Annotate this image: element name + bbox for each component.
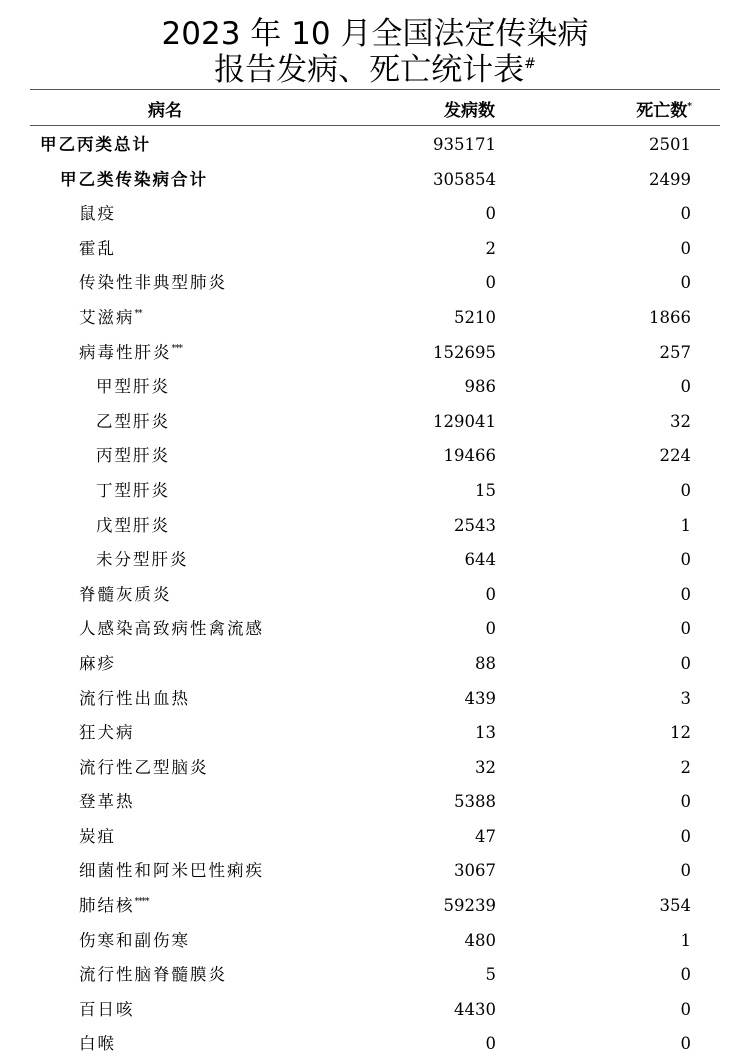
title-line-1: 2023 年 10 月全国法定传染病 xyxy=(161,16,589,52)
disease-name xyxy=(96,516,170,539)
table-row xyxy=(0,888,750,923)
cases-count: 59239 xyxy=(443,896,496,916)
disease-name-text: 病毒性肝炎 xyxy=(79,342,172,362)
disease-name-text: 狂犬病 xyxy=(79,723,135,743)
disease-name xyxy=(96,550,189,573)
deaths-count: 0 xyxy=(680,1034,691,1054)
disease-name-text: 鼠疫 xyxy=(79,204,116,224)
table-row xyxy=(0,853,750,888)
disease-name-text: 人感染高致病性禽流感 xyxy=(79,619,264,639)
disease-name-text: 霍乱 xyxy=(79,238,116,258)
disease-name xyxy=(79,965,227,988)
deaths-count: 1866 xyxy=(649,307,691,327)
cases-count: 19466 xyxy=(443,446,496,466)
table-row xyxy=(0,611,750,646)
cases-count: 0 xyxy=(485,204,496,224)
disease-name xyxy=(79,343,182,366)
table-row xyxy=(0,992,750,1027)
cases-count: 5 xyxy=(485,965,496,985)
deaths-count: 354 xyxy=(659,896,691,916)
header-deaths xyxy=(590,96,691,121)
disease-name-text: 甲型肝炎 xyxy=(96,377,170,397)
table-row xyxy=(0,681,750,716)
deaths-count: 0 xyxy=(680,238,691,258)
page-title xyxy=(0,16,750,52)
header-deaths-mark: * xyxy=(687,102,691,112)
table-row xyxy=(0,300,750,335)
cases-count: 47 xyxy=(475,826,496,846)
header-deaths-label: 死亡数 xyxy=(636,101,688,121)
disease-name-text: 流行性出血热 xyxy=(79,688,190,708)
cases-count: 0 xyxy=(485,619,496,639)
table-row xyxy=(0,750,750,785)
cases-count: 4430 xyxy=(454,999,496,1019)
disease-name-text: 艾滋病 xyxy=(79,307,135,327)
disease-name xyxy=(96,377,170,400)
cases-count: 986 xyxy=(464,377,496,397)
title-footnote-mark: # xyxy=(524,56,536,72)
deaths-count: 1 xyxy=(680,930,691,950)
table-row xyxy=(0,196,750,231)
table-row xyxy=(0,577,750,612)
deaths-count: 0 xyxy=(680,377,691,397)
cases-count: 0 xyxy=(485,1034,496,1054)
deaths-count: 224 xyxy=(659,446,691,466)
disease-name-text: 戊型肝炎 xyxy=(96,515,170,535)
deaths-count: 32 xyxy=(670,411,691,431)
disease-name-text: 脊髓灰质炎 xyxy=(79,584,172,604)
table-row xyxy=(0,231,750,266)
deaths-count: 2499 xyxy=(649,169,691,189)
deaths-count: 0 xyxy=(680,826,691,846)
disease-name-text: 伤寒和副伤寒 xyxy=(79,930,190,950)
disease-name-text: 丙型肝炎 xyxy=(96,446,170,466)
disease-name-text: 乙型肝炎 xyxy=(96,411,170,431)
disease-name-text: 麻疹 xyxy=(79,653,116,673)
disease-name-text: 甲乙丙类总计 xyxy=(40,135,151,154)
disease-name xyxy=(79,931,190,954)
deaths-count: 0 xyxy=(680,999,691,1019)
disease-name xyxy=(79,654,116,677)
cases-count: 32 xyxy=(475,757,496,777)
table-row xyxy=(0,784,750,819)
cases-count: 0 xyxy=(485,584,496,604)
disease-name xyxy=(96,446,170,469)
cases-count: 935171 xyxy=(433,135,496,154)
header-cases: 发病数 xyxy=(444,101,495,121)
table-row xyxy=(0,508,750,543)
disease-name xyxy=(79,1034,116,1057)
cases-count: 15 xyxy=(475,480,496,500)
table-top-rule xyxy=(30,89,720,90)
page-subtitle xyxy=(0,52,750,94)
table-row xyxy=(0,162,750,197)
deaths-count: 0 xyxy=(680,550,691,570)
cases-count: 2543 xyxy=(454,515,496,535)
deaths-count: 0 xyxy=(680,273,691,293)
table-header-rule xyxy=(30,125,720,126)
table-row xyxy=(0,1026,750,1061)
disease-name-text: 流行性脑脊髓膜炎 xyxy=(79,965,227,985)
footnote-mark: **** xyxy=(134,897,149,908)
table-row xyxy=(0,335,750,370)
footnote-mark: *** xyxy=(171,343,182,354)
deaths-count: 0 xyxy=(680,653,691,673)
cases-count: 2 xyxy=(485,238,496,258)
deaths-count: 0 xyxy=(680,480,691,500)
deaths-count: 12 xyxy=(670,723,691,743)
cases-count: 152695 xyxy=(433,342,496,362)
deaths-count: 0 xyxy=(680,584,691,604)
disease-name xyxy=(79,861,264,884)
disease-name xyxy=(79,792,135,815)
deaths-count: 257 xyxy=(659,342,691,362)
disease-name xyxy=(79,619,264,642)
table-row xyxy=(0,265,750,300)
disease-table-body xyxy=(0,127,750,1061)
footnote-mark: ** xyxy=(134,308,142,319)
table-row xyxy=(0,127,750,162)
table-row xyxy=(0,369,750,404)
table-row xyxy=(0,923,750,958)
disease-name-text: 肺结核 xyxy=(79,896,135,916)
cases-count: 129041 xyxy=(433,411,496,431)
disease-name-text: 传染性非典型肺炎 xyxy=(79,273,227,293)
disease-name xyxy=(79,689,190,712)
disease-name xyxy=(79,273,227,296)
deaths-count: 3 xyxy=(680,688,691,708)
deaths-count: 0 xyxy=(680,619,691,639)
header-disease-name: 病名 xyxy=(148,101,182,121)
deaths-count: 2501 xyxy=(649,135,691,154)
disease-name xyxy=(79,308,142,331)
deaths-count: 1 xyxy=(680,515,691,535)
cases-count: 644 xyxy=(464,550,496,570)
disease-name-text: 细菌性和阿米巴性痢疾 xyxy=(79,861,264,881)
table-row xyxy=(0,404,750,439)
disease-name xyxy=(96,412,170,435)
cases-count: 5210 xyxy=(454,307,496,327)
disease-name xyxy=(79,204,116,227)
disease-name xyxy=(79,723,135,746)
disease-name-text: 甲乙类传染病合计 xyxy=(60,169,208,189)
table-row xyxy=(0,819,750,854)
disease-name xyxy=(40,135,151,158)
disease-name-text: 白喉 xyxy=(79,1034,116,1054)
table-row xyxy=(0,542,750,577)
table-row xyxy=(0,438,750,473)
table-row xyxy=(0,957,750,992)
disease-name xyxy=(60,170,208,193)
title-line-2: 报告发病、死亡统计表 xyxy=(214,52,525,88)
disease-name xyxy=(96,481,170,504)
disease-name-text: 流行性乙型脑炎 xyxy=(79,757,209,777)
table-row xyxy=(0,646,750,681)
deaths-count: 0 xyxy=(680,792,691,812)
disease-name xyxy=(79,239,116,262)
cases-count: 480 xyxy=(464,930,496,950)
table-row xyxy=(0,473,750,508)
disease-name-text: 百日咳 xyxy=(79,999,135,1019)
disease-name xyxy=(79,1000,135,1023)
cases-count: 0 xyxy=(485,273,496,293)
disease-name-text: 丁型肝炎 xyxy=(96,480,170,500)
disease-name-text: 未分型肝炎 xyxy=(96,550,189,570)
disease-name xyxy=(79,827,116,850)
disease-name xyxy=(79,758,209,781)
disease-name-text: 登革热 xyxy=(79,792,135,812)
cases-count: 439 xyxy=(464,688,496,708)
cases-count: 305854 xyxy=(433,169,496,189)
deaths-count: 2 xyxy=(680,757,691,777)
cases-count: 5388 xyxy=(454,792,496,812)
cases-count: 13 xyxy=(475,723,496,743)
disease-name-text: 炭疽 xyxy=(79,826,116,846)
cases-count: 88 xyxy=(475,653,496,673)
disease-name xyxy=(79,585,172,608)
table-row xyxy=(0,715,750,750)
deaths-count: 0 xyxy=(680,965,691,985)
cases-count: 3067 xyxy=(454,861,496,881)
deaths-count: 0 xyxy=(680,204,691,224)
disease-name xyxy=(79,896,149,919)
deaths-count: 0 xyxy=(680,861,691,881)
